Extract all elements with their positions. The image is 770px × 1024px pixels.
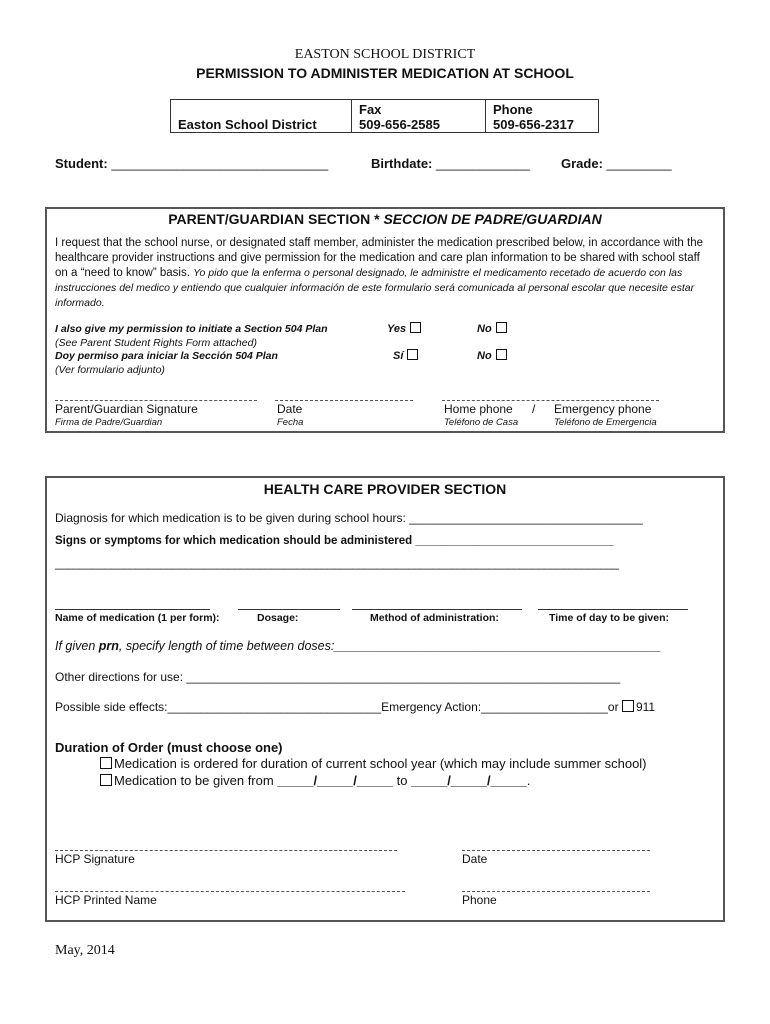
school-year-checkbox[interactable] [100,757,112,769]
no-label-es: No [477,350,492,362]
prn-prefix: If given [55,639,99,653]
start-date-field[interactable]: _____/_____/_____ [277,773,393,788]
yes-option-es[interactable] [393,349,418,362]
parent-signature-label: Parent/Guardian Signature [55,402,198,416]
yes-checkbox[interactable] [410,322,421,333]
end-date-field[interactable]: _____/_____/_____ [411,773,527,788]
parent-signature-label-es: Firma de Padre/Guardian [55,417,163,428]
duration-option-date-range[interactable] [100,773,530,788]
emergency-phone-label: Emergency phone [554,402,652,416]
section-504-en-note: (See Parent Student Rights Form attached) [55,337,257,349]
hcp-date-label: Date [462,852,488,866]
dosage-label: Dosage: [257,612,299,624]
revision-date: May, 2014 [55,943,115,958]
parent-consent-paragraph [55,236,715,311]
phone-separator: / [532,402,536,416]
no-checkbox-es[interactable] [496,349,507,360]
parent-signature-line[interactable] [55,400,257,401]
hcp-printed-name-line[interactable] [55,891,405,892]
symptoms-field[interactable]: Signs or symptoms for which medication should be administered _______________________________ [55,535,614,547]
grade-line [561,156,672,171]
diagnosis-field[interactable]: Diagnosis for which medication is to be given during school hours: ___________________________________ [55,511,643,525]
no-label: No [477,323,492,335]
contact-table [170,99,599,133]
med-name-line[interactable] [55,609,210,610]
student-line [55,156,328,171]
school-year-label: Medication is ordered for duration of current school year (which may include summer school) [114,756,647,771]
symptoms-continuation-line[interactable]: ___________________________________________________________________________________________ [55,558,619,570]
home-phone-label: Home phone [444,402,513,416]
date-range-period: . [526,773,531,788]
time-line[interactable] [538,609,688,610]
no-checkbox[interactable] [496,322,507,333]
birthdate-field[interactable]: _____________ [436,156,531,171]
emergency-phone-label-es: Teléfono de Emergencia [554,417,657,428]
method-line[interactable] [352,609,522,610]
si-checkbox[interactable] [407,349,418,360]
district-name: EASTON SCHOOL DISTRICT [294,47,476,62]
section-504-es-note: (Ver formulario adjunto) [55,364,165,376]
parent-section-title-es: SECCION DE PADRE/GUARDIAN [383,211,602,227]
phone-line[interactable] [442,400,659,401]
student-label: Student: [55,156,108,171]
dosage-line[interactable] [238,609,340,610]
page-title: PERMISSION TO ADMINISTER MEDICATION AT SCHOOL [196,65,574,81]
method-label: Method of administration: [370,612,499,624]
consent-text-en: I request that the school nurse, or designated staff member, administer the medication prescribed below, in accordance with the healthcare provider instructions and give permission for the medication and care plan information to be shared with school staff on a “need to know” basis. [55,237,703,279]
no-option-es[interactable] [477,349,507,362]
date-range-checkbox[interactable] [100,774,112,786]
student-field[interactable]: ______________________________ [111,156,329,171]
duration-option-school-year[interactable] [100,756,647,771]
birthdate-label: Birthdate: [371,156,433,171]
consent-text-es: Yo pido que la enferma o personal designado, le administre el medicamento recetado de acuerdo con las instrucciones del medico y entiendo que cualquier información de este formulario será comunicada al personal escolar que necesite estar informado. [55,267,695,309]
prn-suffix: , specify length of time between doses:_______________________________________________ [118,639,662,653]
med-name-label: Name of medication (1 per form): [55,612,220,624]
parent-section-title [0,211,770,227]
hcp-printed-name-label: HCP Printed Name [55,893,157,907]
prn-word: prn [98,639,119,653]
home-phone-label-es: Teléfono de Casa [444,417,519,428]
si-label: Sí [393,350,404,362]
parent-date-line[interactable] [275,400,413,401]
section-504-es: Doy permiso para iniciar la Sección 504 Plan [55,350,278,362]
contact-name: Easton School District [178,117,317,132]
hcp-date-line[interactable] [462,850,650,851]
prn-field[interactable] [55,639,661,653]
call-911-label: 911 [635,700,656,714]
hcp-phone-line[interactable] [462,891,650,892]
fax-number: 509-656-2585 [359,117,440,132]
time-label: Time of day to be given: [549,612,669,624]
hcp-phone-label: Phone [462,893,497,907]
parent-date-label: Date [277,402,303,416]
phone-number: 509-656-2317 [493,117,574,132]
parent-section-title-en: PARENT/GUARDIAN SECTION * [168,211,384,227]
hcp-signature-label: HCP Signature [55,852,135,866]
date-range-to: to [393,773,412,788]
fax-label: Fax [359,102,382,117]
side-effects-emergency-text: Possible side effects:________________________________Emergency Action:___________________or [55,700,619,714]
no-option-en[interactable] [477,322,507,335]
hcp-signature-line[interactable] [55,850,397,851]
grade-label: Grade: [561,156,603,171]
date-range-label: Medication to be given from [114,773,278,788]
section-504-en: I also give my permission to initiate a Section 504 Plan [55,323,328,335]
hcp-section-title: HEALTH CARE PROVIDER SECTION [263,481,507,497]
grade-field[interactable]: _________ [606,156,672,171]
other-directions-field[interactable]: Other directions for use: _________________________________________________________________ [55,670,621,684]
side-effects-line[interactable] [55,700,655,714]
phone-label: Phone [493,102,533,117]
call-911-checkbox[interactable] [622,700,634,712]
parent-date-label-es: Fecha [277,417,304,428]
birthdate-line [371,156,530,171]
yes-label: Yes [387,323,407,335]
duration-title: Duration of Order (must choose one) [55,740,283,755]
yes-option-en[interactable] [387,322,421,335]
